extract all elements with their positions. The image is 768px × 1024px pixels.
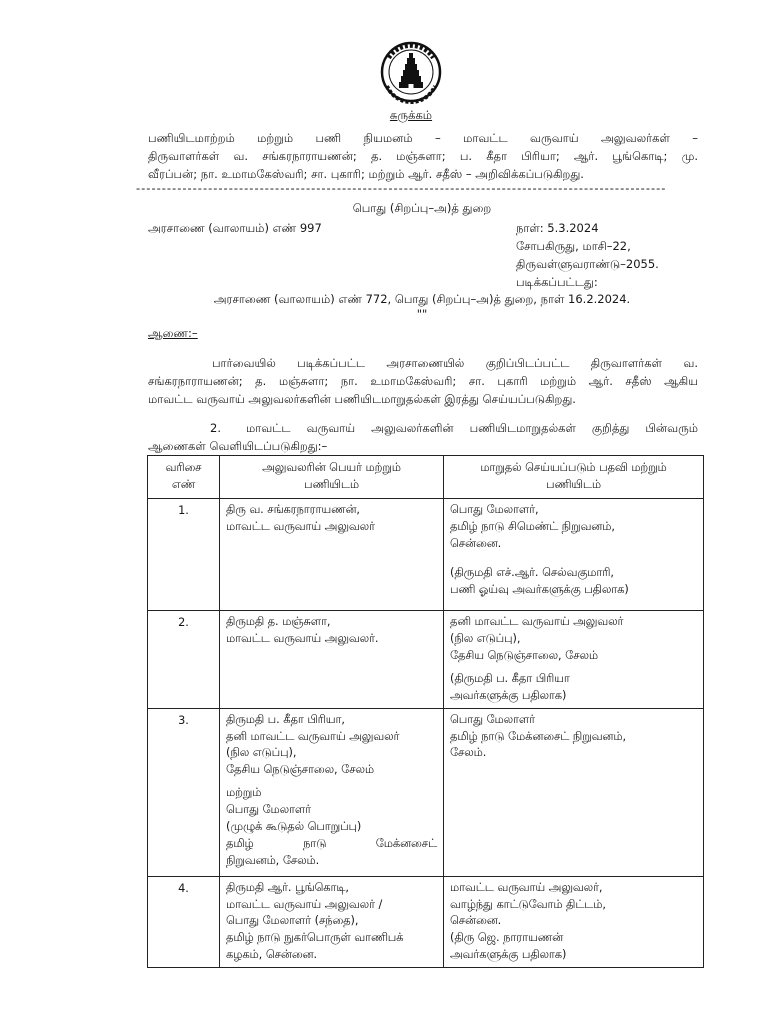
posting-note: (திரு ஜெ. நாராயணன் [450, 931, 564, 945]
divider-line: ------------------------------------------------------------------------------------------------------- [136, 181, 667, 195]
header-officer: அலுவலரின் பெயர் மற்றும் பணியிடம் [220, 456, 444, 499]
read-label: படிக்கப்பட்டது: [516, 275, 598, 289]
row-sno: 2. [148, 610, 220, 708]
row-sno: 4. [148, 876, 220, 968]
go-date: நாள்: 5.3.2024 [516, 221, 599, 235]
row-sno: 1. [148, 498, 220, 610]
row-posting: பொது மேலாளர் தமிழ் நாடு மேக்னசைட் நிறுவனம், சேலம். [444, 708, 704, 876]
row-posting: பொது மேலாளர், தமிழ் நாடு சிமெண்ட் நிறுவனம், சென்னை. (திருமதி எச்.ஆர். செல்வகுமாரி, பணி ஓய்வு அவர்களுக்கு பதிலாக) [444, 498, 704, 610]
posting-note: (திருமதி எச்.ஆர். செல்வகுமாரி, [450, 565, 615, 579]
header-posting: மாறுதல் செய்யப்படும் பதவி மற்றும் பணியிடம் [444, 456, 704, 499]
department-name: பொது (சிறப்பு–அ)த் துறை [352, 201, 492, 215]
para2-line-1: மாவட்ட வருவாய் அலுவலர்களின் பணியிடமாறுதல்கள் குறித்து பின்வரும் [246, 421, 698, 435]
row-sno: 3. [148, 708, 220, 876]
table-header-row [148, 456, 704, 499]
row-officer: திருமதி ஆர். பூங்கொடி, மாவட்ட வருவாய் அலுவலர் / பொது மேலாளர் (சந்தை), தமிழ் நாடு நுகர்பொருள் வாணிபக் கழகம், சென்னை. [220, 876, 444, 968]
row-posting: மாவட்ட வருவாய் அலுவலர், வாழ்ந்து காட்டுவோம் திட்டம், சென்னை. (திரு ஜெ. நாராயணன் அவர்களுக்கு பதிலாக) [444, 876, 704, 968]
table-row [148, 498, 704, 610]
table-row [148, 610, 704, 708]
posting-note: அவர்களுக்கு பதிலாக) [450, 688, 567, 702]
tamil-date-line-1: சோபகிருது, மாசி–22, [516, 239, 631, 253]
row-officer: திரு வ. சங்கரநாராயணன், மாவட்ட வருவாய் அலுவலர் [220, 498, 444, 610]
row-officer: திருமதி ப. கீதா பிரியா, தனி மாவட்ட வருவாய் அலுவலர் (நில எடுப்பு), தேசிய நெடுஞ்சாலை, சேலம் மற்றும் பொது மேலாளர் (முழுக் கூடுதல் பொறுப்பு) தமிழ் நாடு மேக்னசைட் நிறுவனம், சேலம். [220, 708, 444, 876]
header-sno: வரிசை எண் [148, 456, 220, 499]
para2-number: 2. [210, 421, 221, 435]
reference-text: அரசாணை (வாலாயம்) எண் 772, பொது (சிறப்பு–அ)த் துறை, நாள் 16.2.2024. [213, 292, 631, 306]
order-label: ஆணை:– [148, 326, 198, 340]
row-posting: தனி மாவட்ட வருவாய் அலுவலர் (நில எடுப்பு), தேசிய நெடுஞ்சாலை, சேலம் (திருமதி ப. கீதா பிரியா அவர்களுக்கு பதிலாக) [444, 610, 704, 708]
table-row [148, 876, 704, 968]
reference-mark: "" [416, 307, 428, 321]
subject-line-1: பணியிடமாற்றம் மற்றும் பணி நியமனம் – மாவட்ட வருவாய் அலுவலர்கள் – [148, 131, 698, 145]
summary-title: சுருக்கம் [389, 108, 433, 122]
subject-line-2: திருவாளர்கள் வ. சங்கரநாராயணன்; த. மஞ்சுளா; ப. கீதா பிரியா; ஆர். பூங்கொடி; மு. [148, 149, 698, 163]
table-row [148, 708, 704, 876]
row-officer: திருமதி த. மஞ்சுளா, மாவட்ட வருவாய் அலுவலர். [220, 610, 444, 708]
para2-line-2: ஆணைகள் வெளியிடப்படுகிறது:– [148, 439, 328, 453]
transfer-orders-table [147, 455, 704, 968]
go-number: அரசாணை (வாலாயம்) எண் 997 [148, 221, 322, 235]
tamil-nadu-emblem-icon [372, 40, 450, 108]
subject-line-3: வீரப்பன்; நா. உமாமகேஸ்வரி; சா. புகாரி; மற்றும் ஆர். சதீஸ் – அறிவிக்கப்படுகிறது. [148, 167, 584, 181]
para1-line-3: மாவட்ட வருவாய் அலுவலர்களின் பணியிடமாறுதல்கள் இரத்து செய்யப்படுகிறது. [148, 392, 576, 406]
tamil-date-line-2: திருவள்ளுவராண்டு–2055. [516, 257, 659, 271]
posting-note: (திருமதி ப. கீதா பிரியா [450, 671, 570, 685]
para1-line-1: பார்வையில் படிக்கப்பட்ட அரசாணையில் குறிப்பிடப்பட்ட திருவாளர்கள் வ. [212, 356, 698, 370]
posting-note: பணி ஓய்வு அவர்களுக்கு பதிலாக) [450, 582, 629, 596]
posting-note: அவர்களுக்கு பதிலாக) [450, 948, 567, 962]
para1-line-2: சங்கரநாராயணன்; த. மஞ்சுளா; நா. உமாமகேஸ்வரி; சா. புகாரி மற்றும் ஆர். சதீஸ் ஆகிய [148, 374, 698, 388]
